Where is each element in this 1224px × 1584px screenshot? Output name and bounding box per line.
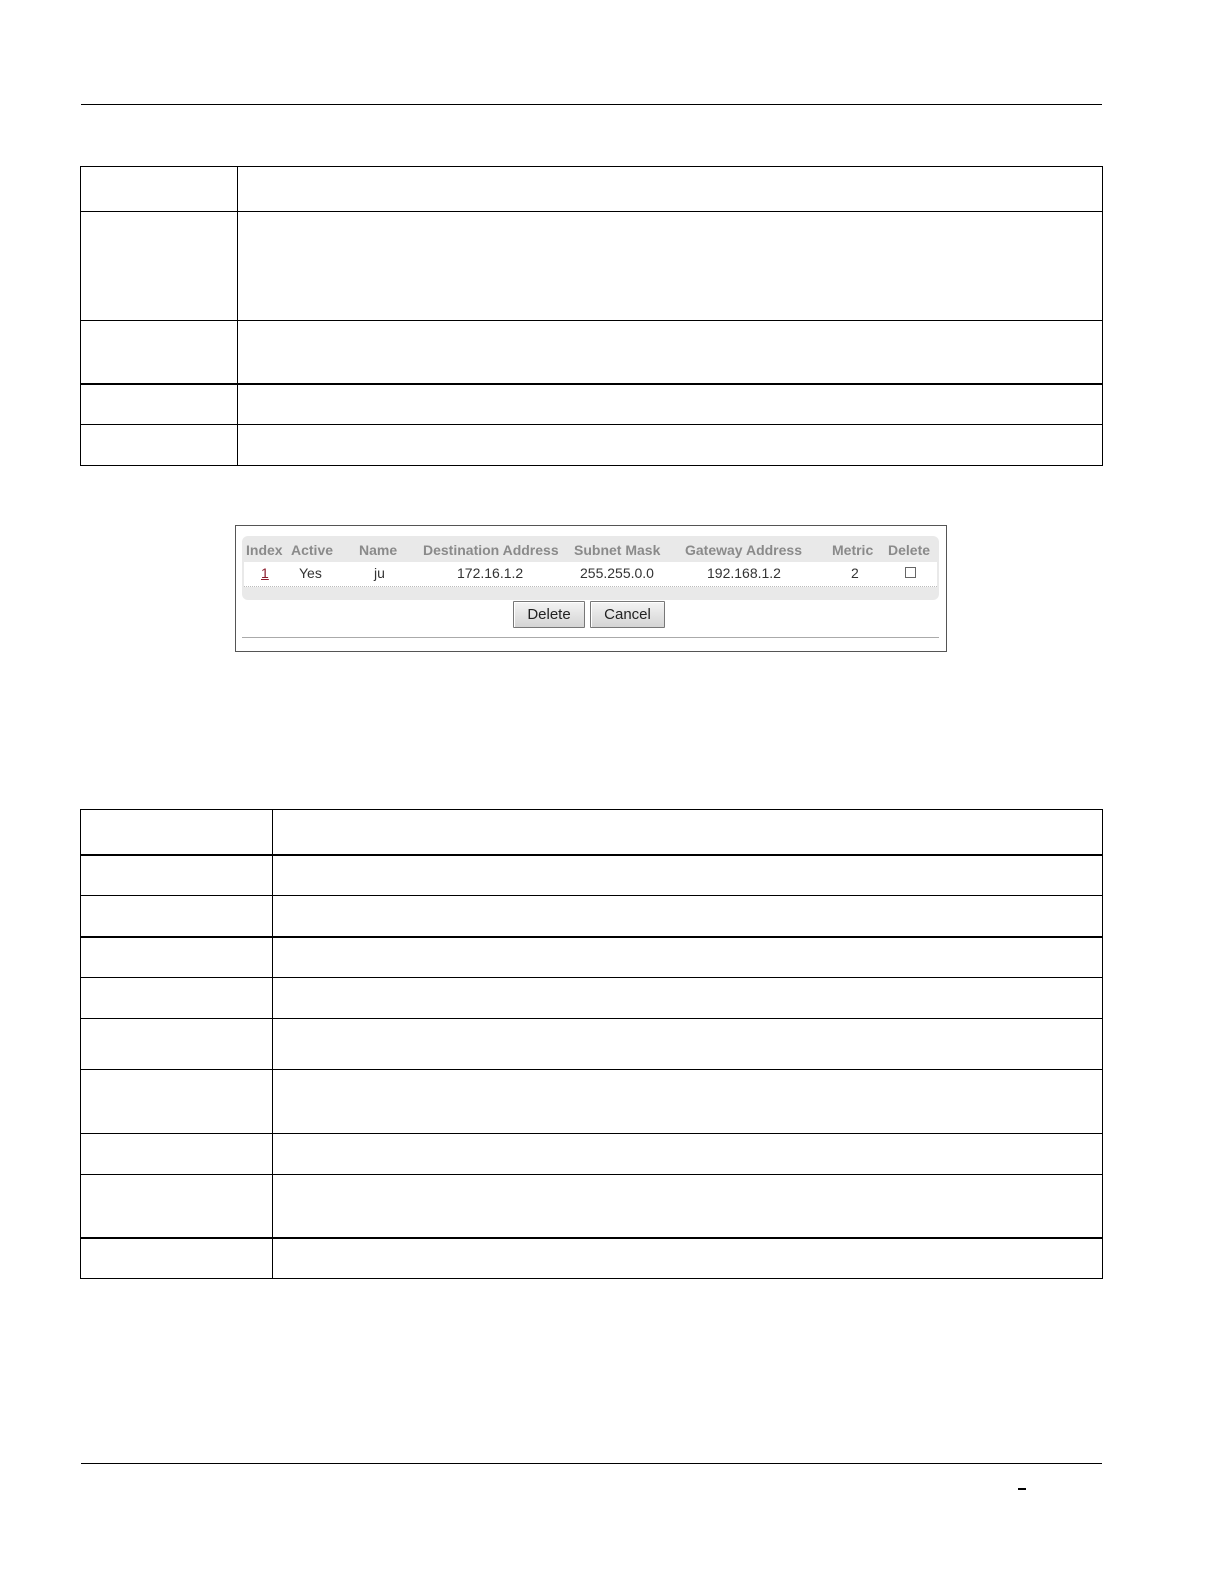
- table-row: [81, 855, 1103, 896]
- header-active: Active: [291, 542, 334, 558]
- table-row: [81, 1070, 1103, 1134]
- route-metric: 2: [851, 565, 859, 581]
- header-gateway: Gateway Address: [685, 542, 802, 558]
- route-index-link[interactable]: 1: [261, 565, 269, 581]
- header-index: Index: [246, 542, 283, 558]
- delete-button[interactable]: Delete: [513, 601, 585, 628]
- header-name: Name: [359, 542, 398, 558]
- table-row: [81, 384, 1103, 425]
- table-row: [81, 1019, 1103, 1070]
- table-row: [81, 1134, 1103, 1175]
- footer-rule: [81, 1463, 1102, 1464]
- upper-description-table: [80, 166, 1103, 466]
- cancel-button[interactable]: Cancel: [590, 601, 665, 628]
- route-subnet: 255.255.0.0: [580, 565, 654, 581]
- lower-description-table: [80, 809, 1103, 1279]
- panel-divider: [242, 637, 939, 638]
- header-destination: Destination Address: [423, 542, 559, 558]
- table-row: [81, 937, 1103, 978]
- header-subnet: Subnet Mask: [574, 542, 661, 558]
- table-row: [81, 167, 1103, 212]
- table-row: [81, 810, 1103, 855]
- route-table-background: [242, 536, 939, 600]
- table-row: [81, 425, 1103, 466]
- table-row: [81, 321, 1103, 384]
- footer-mark: [1018, 1488, 1026, 1490]
- route-delete-checkbox[interactable]: [905, 567, 916, 578]
- route-gateway: 192.168.1.2: [707, 565, 781, 581]
- table-row: [81, 1238, 1103, 1279]
- route-destination: 172.16.1.2: [457, 565, 524, 581]
- header-delete: Delete: [888, 542, 931, 558]
- static-route-panel: [235, 525, 947, 652]
- table-row: [81, 896, 1103, 937]
- header-rule: [81, 104, 1102, 105]
- table-row: [81, 978, 1103, 1019]
- table-row: [81, 212, 1103, 321]
- route-active: Yes: [299, 565, 322, 581]
- header-metric: Metric: [832, 542, 874, 558]
- route-name: ju: [374, 565, 385, 581]
- table-row: [81, 1175, 1103, 1238]
